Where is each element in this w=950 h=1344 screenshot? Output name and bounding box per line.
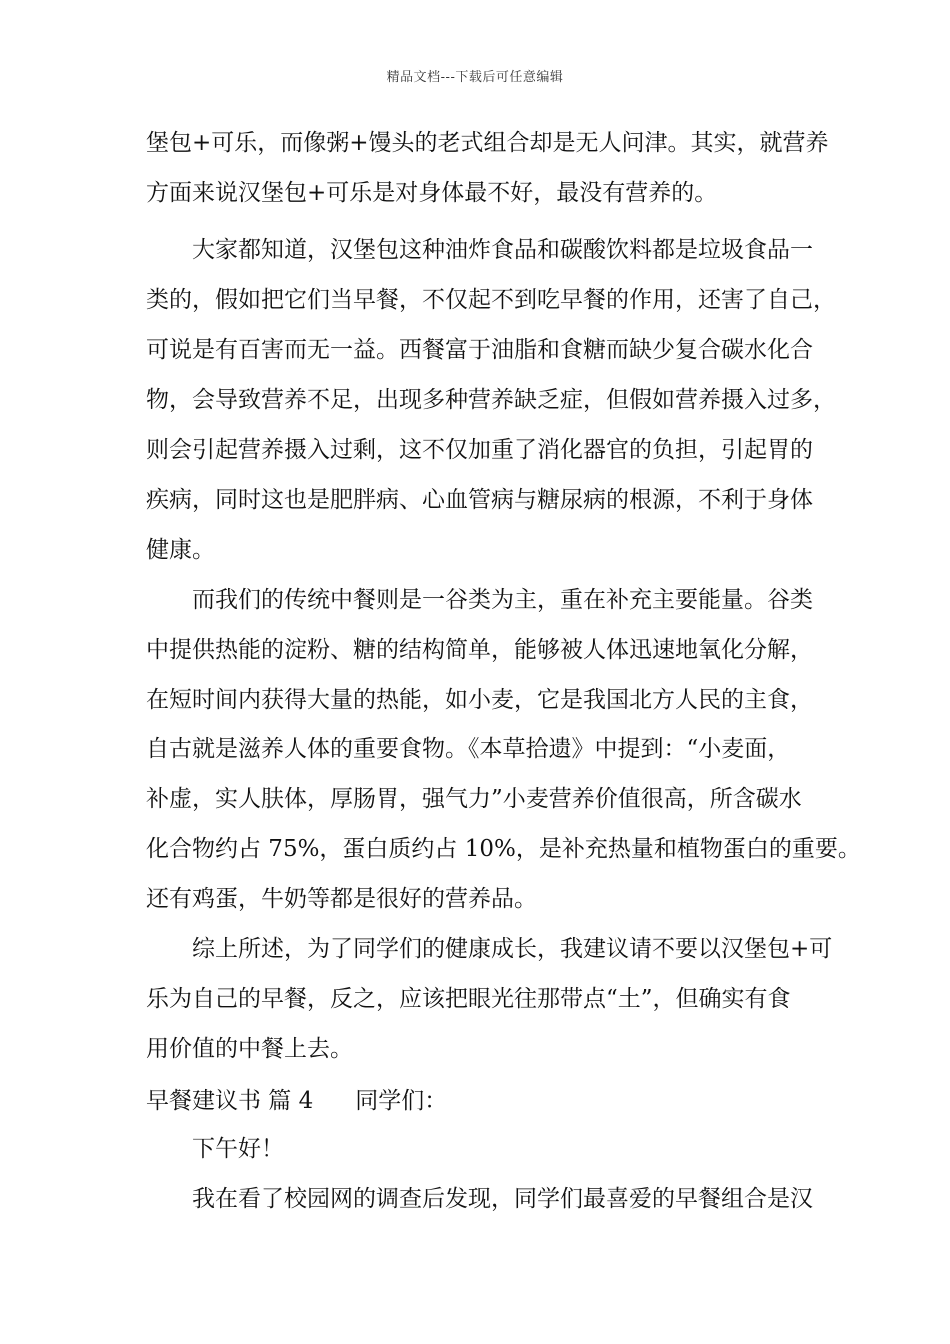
- paragraph-1-line-1: 堡包+可乐，而像粥+馒头的老式组合却是无人问津。其实，就营养: [146, 130, 829, 156]
- paragraph-3-line-3: 在短时间内获得大量的热能，如小麦，它是我国北方人民的主食，: [146, 687, 813, 713]
- paragraph-1-line-2: 方面来说汉堡包+可乐是对身体最不好，最没有营养的。: [146, 180, 718, 206]
- paragraph-4-line-2: 乐为自己的早餐，反之，应该把眼光往那带点“土”，但确实有食: [146, 986, 791, 1012]
- greeting-line: 下午好！: [192, 1136, 284, 1162]
- paragraph-3-line-2: 中提供热能的淀粉、糖的结构简单，能够被人体迅速地氧化分解，: [146, 637, 813, 663]
- salutation: 同学们：: [355, 1088, 448, 1114]
- paragraph-3-line-1: 而我们的传统中餐则是一谷类为主，重在补充主要能量。谷类: [192, 587, 813, 613]
- section-heading-line: [146, 1086, 447, 1116]
- paragraph-2-line-7: 健康。: [146, 537, 215, 563]
- paragraph-2-line-2: 类的，假如把它们当早餐，不仅起不到吃早餐的作用，还害了自己，: [146, 287, 836, 313]
- paragraph-3-line-5: 补虚，实人肤体，厚肠胃，强气力”小麦营养价值很高，所含碳水: [146, 786, 802, 812]
- paragraph-4-line-3: 用价值的中餐上去。: [146, 1036, 353, 1062]
- paragraph-2-line-3: 可说是有百害而无一益。西餐富于油脂和食糖而缺少复合碳水化合: [146, 337, 813, 363]
- section-title: 早餐建议书 篇 4: [146, 1088, 314, 1114]
- paragraph-2-line-5: 则会引起营养摄入过剩，这不仅加重了消化器官的负担，引起胃的: [146, 437, 813, 463]
- paragraph-3-line-7: 还有鸡蛋，牛奶等都是很好的营养品。: [146, 886, 537, 912]
- paragraph-3-line-4: 自古就是滋养人体的重要食物。《本草拾遗》中提到：“小麦面，: [146, 736, 791, 762]
- paragraph-2-line-4: 物，会导致营养不足，出现多种营养缺乏症，但假如营养摄入过多，: [146, 387, 836, 413]
- page-header: 精品文档---下载后可任意编辑: [386, 70, 564, 85]
- letter-body-line-1: 我在看了校园网的调查后发现，同学们最喜爱的早餐组合是汉: [192, 1186, 813, 1212]
- paragraph-3-line-6: 化合物约占 75%，蛋白质约占 10%，是补充热量和植物蛋白的重要。: [146, 836, 861, 862]
- paragraph-4-line-1: 综上所述，为了同学们的健康成长，我建议请不要以汉堡包+可: [192, 936, 833, 962]
- paragraph-2-line-1: 大家都知道，汉堡包这种油炸食品和碳酸饮料都是垃圾食品一: [192, 237, 813, 263]
- paragraph-2-line-6: 疾病，同时这也是肥胖病、心血管病与糖尿病的根源，不利于身体: [146, 487, 813, 513]
